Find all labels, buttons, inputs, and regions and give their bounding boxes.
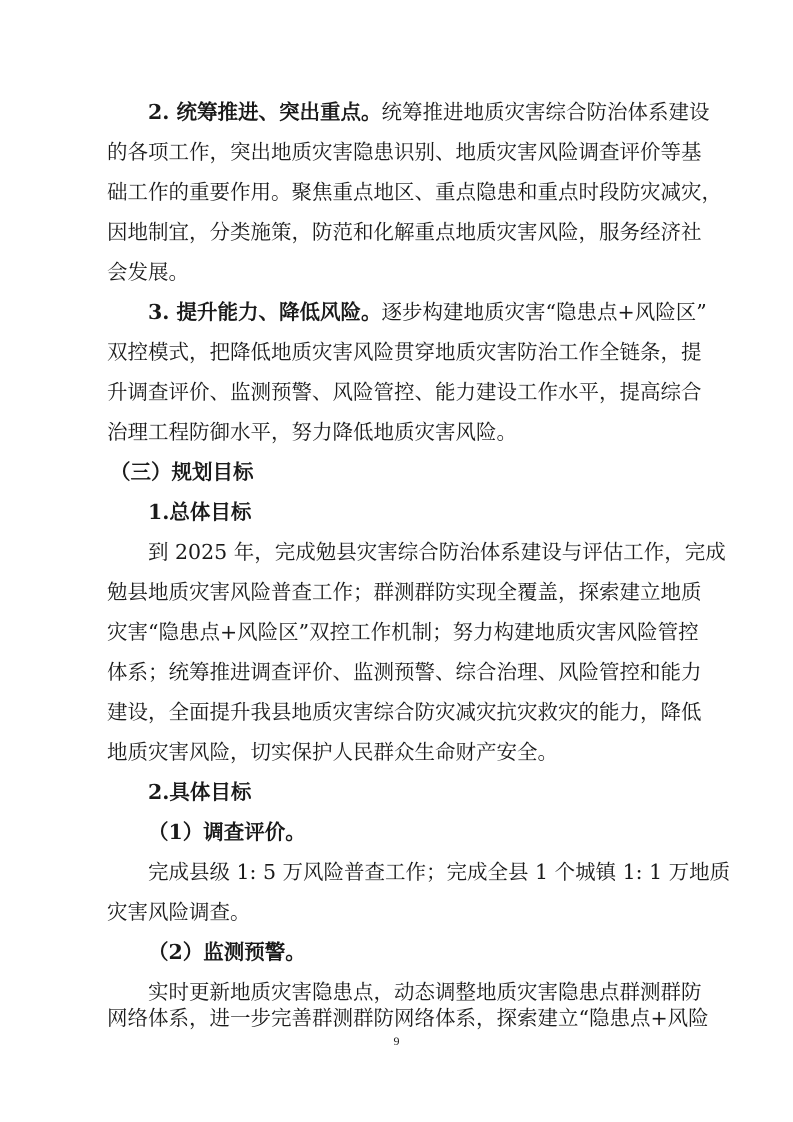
subsection-heading: 1.总体目标 bbox=[148, 500, 252, 524]
item-heading: （2）监测预警。 bbox=[148, 940, 306, 964]
paragraph-text: 统筹推进地质灾害综合防治体系建设 bbox=[381, 100, 710, 124]
page-number: 9 bbox=[393, 1034, 400, 1048]
paragraph-line: 灾害“隐患点+风险区”双控工作机制；努力构建地质灾害风险管控 bbox=[107, 620, 699, 644]
paragraph-line: 实时更新地质灾害隐患点，动态调整地质灾害隐患点群测群防 bbox=[148, 980, 702, 1004]
paragraph-line: 因地制宜，分类施策，防范和化解重点地质灾害风险，服务经济社 bbox=[107, 220, 702, 244]
paragraph-line: 双控模式，把降低地质灾害风险贯穿地质灾害防治工作全链条，提 bbox=[107, 340, 702, 364]
paragraph-line: 体系；统筹推进调查评价、监测预警、综合治理、风险管控和能力 bbox=[107, 660, 702, 684]
section-heading: （三）规划目标 bbox=[110, 460, 254, 484]
paragraph-line bbox=[148, 298, 707, 326]
paragraph-line: 治理工程防御水平，努力降低地质灾害风险。 bbox=[107, 420, 517, 444]
paragraph-line: 升调查评价、监测预警、风险管控、能力建设工作水平，提高综合 bbox=[107, 380, 702, 404]
subsection-heading: 2.具体目标 bbox=[148, 780, 252, 804]
paragraph-line: 地质灾害风险，切实保护人民群众生命财产安全。 bbox=[107, 740, 558, 764]
paragraph-line: 灾害风险调查。 bbox=[107, 900, 251, 924]
paragraph-text: 逐步构建地质灾害“隐患点+风险区” bbox=[381, 300, 707, 324]
paragraph-line: 勉县地质灾害风险普查工作；群测群防实现全覆盖，探索建立地质 bbox=[107, 580, 702, 604]
paragraph-line: 完成县级 1: 5 万风险普查工作；完成全县 1 个城镇 1: 1 万地质 bbox=[148, 860, 731, 884]
item-heading: （1）调查评价。 bbox=[148, 820, 306, 844]
paragraph-line: 的各项工作，突出地质灾害隐患识别、地质灾害风险调查评价等基 bbox=[107, 140, 702, 164]
paragraph-heading: 2. 统筹推进、突出重点。 bbox=[148, 100, 382, 124]
paragraph-line: 建设，全面提升我县地质灾害综合防灾减灾抗灾救灾的能力，降低 bbox=[107, 700, 702, 724]
paragraph-line: 到 2025 年，完成勉县灾害综合防治体系建设与评估工作，完成 bbox=[148, 540, 726, 564]
paragraph-line: 础工作的重要作用。聚焦重点地区、重点隐患和重点时段防灾减灾， bbox=[107, 180, 722, 204]
paragraph-line: 网络体系，进一步完善群测群防网络体系，探索建立“隐患点+风险 bbox=[107, 1006, 709, 1030]
paragraph-line bbox=[148, 98, 710, 126]
paragraph-heading: 3. 提升能力、降低风险。 bbox=[148, 300, 382, 324]
paragraph-line: 会发展。 bbox=[107, 260, 189, 284]
